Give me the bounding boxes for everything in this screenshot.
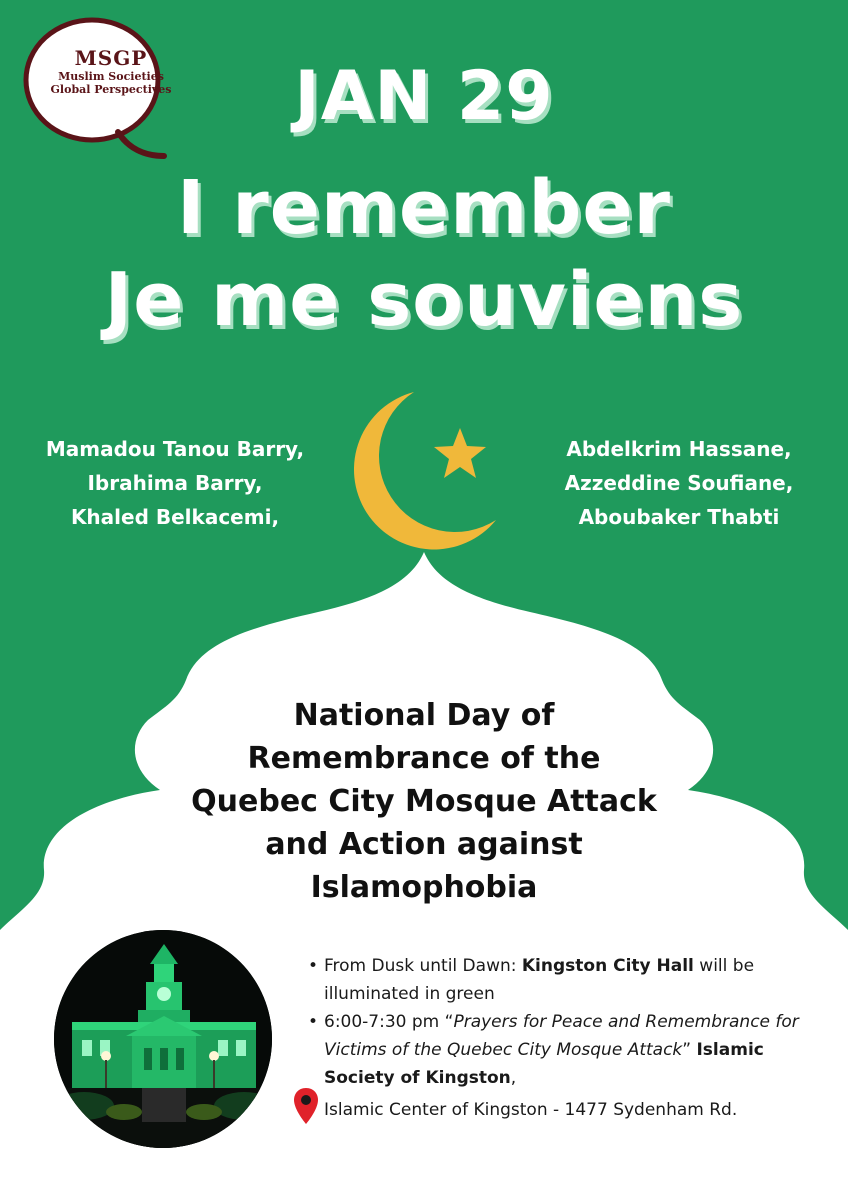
headline-english: I remember	[176, 165, 672, 251]
detail-venue: Kingston City Hall	[521, 956, 694, 976]
logo-line-2: Global Perspectives	[50, 83, 172, 96]
title-line: Remembrance of the	[247, 741, 601, 776]
map-pin-icon	[292, 1086, 320, 1126]
victims-names-right	[524, 432, 834, 534]
victim-name: Aboubaker Thabti	[578, 505, 780, 529]
title-line: National Day of	[293, 698, 555, 733]
logo-abbreviation: MSGP	[74, 46, 148, 70]
title-line: and Action against	[265, 827, 583, 862]
detail-event-name: Prayers for Peace and Remembrance for Victims of the Quebec City Mosque Attack	[324, 1012, 799, 1060]
event-address: Islamic Center of Kingston - 1477 Sydenham Rd.	[324, 1100, 738, 1120]
city-hall-photo	[54, 930, 272, 1148]
detail-text: ”	[682, 1040, 697, 1060]
detail-time: 6:00-7:30 pm “	[324, 1012, 454, 1032]
detail-item-city-hall: • From Dusk until Dawn: Kingston City Hall will be illuminated in green	[308, 956, 755, 1004]
victim-name: Ibrahima Barry,	[87, 471, 263, 495]
logo-line-1: Muslim Societies	[58, 70, 164, 83]
detail-text: will be illuminated in green	[324, 956, 755, 1004]
victims-names-left	[20, 432, 330, 534]
headline-french: Je me souviens	[104, 257, 744, 343]
event-title	[150, 694, 698, 909]
victim-name: Abdelkrim Hassane,	[566, 437, 792, 461]
title-line: Islamophobia	[310, 870, 538, 905]
event-date: JAN 29	[294, 57, 554, 136]
victim-name: Azzeddine Soufiane,	[564, 471, 794, 495]
title-line: Quebec City Mosque Attack	[191, 784, 657, 819]
victim-name: Khaled Belkacemi,	[70, 505, 280, 529]
victim-name: Mamadou Tanou Barry,	[45, 437, 305, 461]
detail-organizer: Islamic Society of Kingston	[324, 1040, 764, 1088]
crescent-star-icon	[340, 388, 510, 558]
event-details-list	[300, 952, 820, 1092]
detail-item-prayers: • 6:00-7:30 pm “Prayers for Peace and Remembrance for Victims of the Quebec City Mosque Attack” Islamic Society of Kingston,	[308, 1012, 799, 1088]
detail-text: ,	[510, 1068, 517, 1088]
detail-text: From Dusk until Dawn:	[324, 956, 522, 976]
